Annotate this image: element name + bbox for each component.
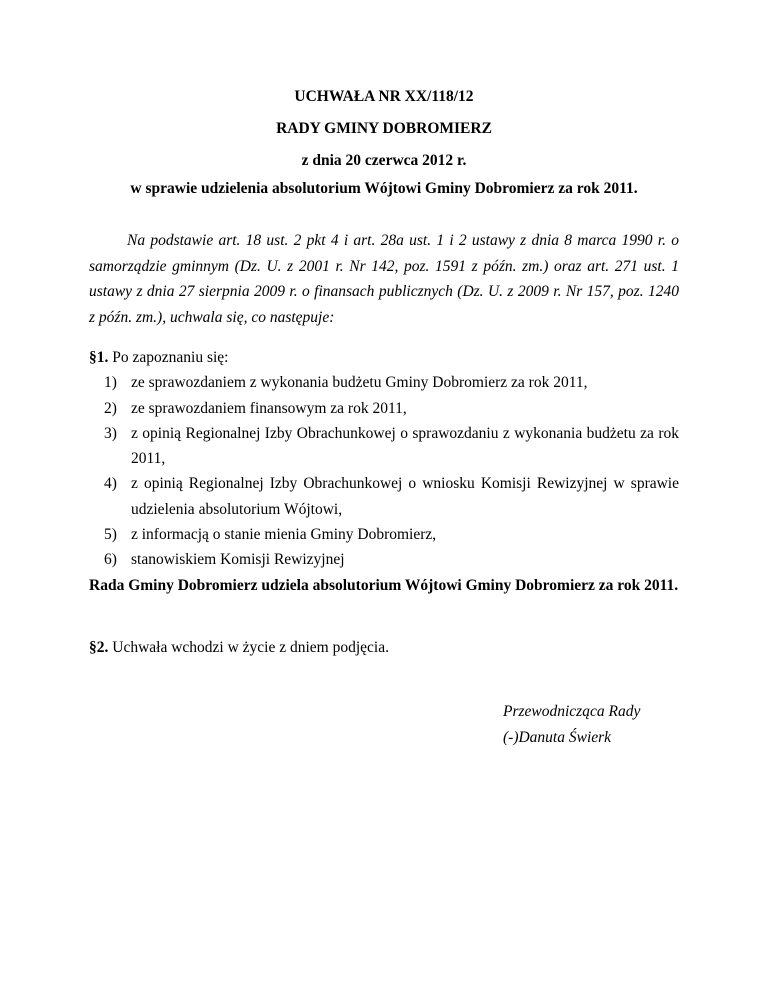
resolution-number: UCHWAŁA NR XX/118/12 (294, 88, 474, 105)
list-item-text: z informacją o stanie mienia Gminy Dobromierz, (131, 526, 437, 544)
section-1-conclusion: Rada Gminy Dobromierz udziela absolutorium Wójtowi Gminy Dobromierz za rok 2011. (89, 576, 679, 594)
list-item-text: z opinią Regionalnej Izby Obrachunkowej o wniosku Komisji Rewizyjnej w sprawie udzielenia absolutorium Wójtowi, (131, 475, 679, 518)
section-1-intro: Po zapoznaniu się: (112, 349, 229, 366)
list-item-number: 3) (104, 424, 117, 442)
council-name: RADY GMINY DOBROMIERZ (276, 120, 492, 137)
list-item-text: ze sprawozdaniem z wykonania budżetu Gminy Dobromierz za rok 2011, (131, 374, 588, 392)
resolution-subject: w sprawie udzielenia absolutorium Wójtowi Gminy Dobromierz za rok 2011. (130, 180, 638, 197)
list-item-number: 6) (104, 551, 117, 569)
list-item-number: 5) (104, 526, 117, 544)
section-1-lead (89, 345, 679, 370)
list-item-text: stanowiskiem Komisji Rewizyjnej (131, 551, 345, 569)
resolution-date: z dnia 20 czerwca 2012 r. (301, 152, 467, 169)
considered-documents-list (89, 370, 679, 572)
signature-block (503, 699, 640, 751)
section-1-label: §1. (89, 349, 109, 366)
signatory-name: (-)Danuta Świerk (503, 729, 612, 746)
signatory-title: Przewodnicząca Rady (503, 703, 641, 720)
section-1 (89, 345, 679, 598)
list-item-text: z opinią Regionalnej Izby Obrachunkowej o sprawozdaniu z wykonania budżetu za rok 2011, (131, 424, 679, 468)
list-item-number: 4) (104, 475, 117, 493)
list-item (89, 396, 679, 421)
legal-basis-paragraph: Na podstawie art. 18 ust. 2 pkt 4 i art. 28a ust. 1 i 2 ustawy z dnia 8 marca 1990 r. o samorządzie gminnym (Dz. U. z 2001 r. Nr 142, poz. 1591 z późn. zm.) oraz art. 271 ust. 1 ustawy z dnia 27 sierpnia 2009 r. o finansach publicznych (Dz. U. z 2009 r. Nr 157, poz. 1240 z późn. zm.), uchwala się, co następuje: (89, 232, 679, 326)
section-2-label: §2. (89, 639, 109, 656)
resolution-header (0, 81, 768, 177)
list-item (89, 522, 679, 547)
list-item-number: 2) (104, 399, 117, 417)
list-item (89, 471, 679, 522)
list-item (89, 421, 679, 472)
section-2 (89, 636, 679, 659)
list-item (89, 370, 679, 395)
list-item (89, 547, 679, 572)
list-item-text: ze sprawozdaniem finansowym za rok 2011, (131, 399, 407, 417)
list-item-number: 1) (104, 374, 117, 392)
section-2-text: Uchwała wchodzi w życie z dniem podjęcia. (112, 639, 389, 656)
